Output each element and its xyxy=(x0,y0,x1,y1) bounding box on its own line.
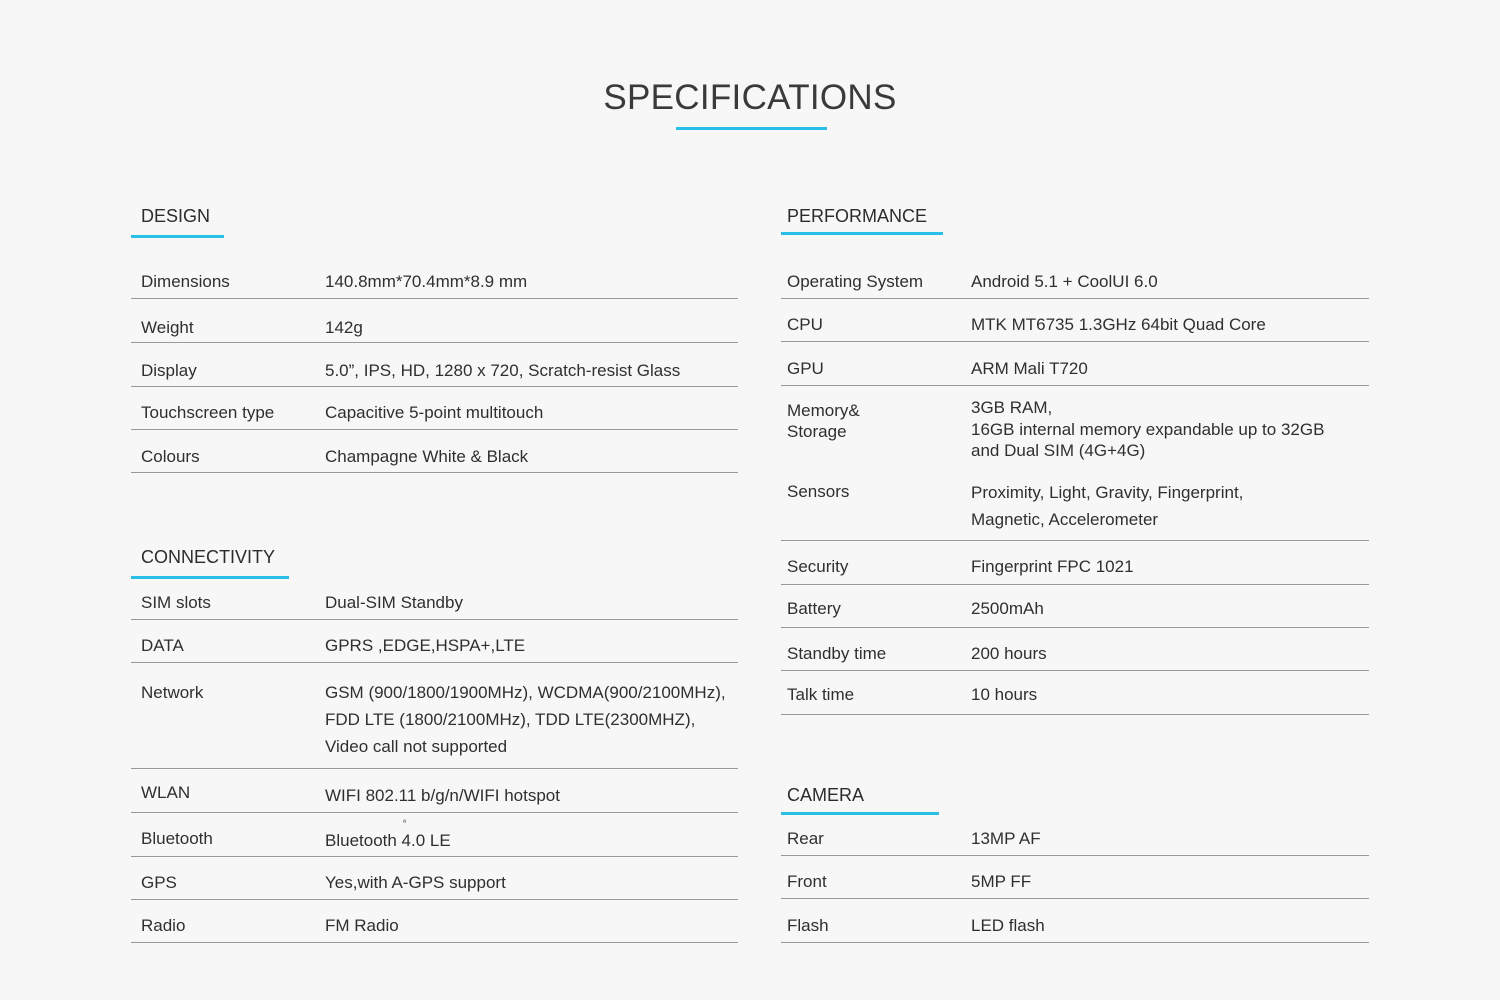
spec-label: Operating System xyxy=(787,272,924,291)
spec-label: Bluetooth xyxy=(141,829,213,848)
spec-value: 5MP FF xyxy=(971,872,1032,891)
row-divider xyxy=(781,341,1369,342)
spec-value: ARM Mali T720 xyxy=(971,359,1088,378)
spec-value-line: GSM (900/1800/1900MHz), WCDMA(900/2100MHz), xyxy=(325,683,726,702)
spec-value: Capacitive 5-point multitouch xyxy=(325,403,544,422)
row-divider xyxy=(131,342,738,343)
spec-label: GPS xyxy=(141,873,177,892)
row-divider xyxy=(131,768,738,769)
section-heading-camera: CAMERA xyxy=(787,785,865,805)
page-title: SPECIFICATIONS xyxy=(603,78,897,117)
row-divider xyxy=(131,386,738,387)
spec-label: Battery xyxy=(787,599,841,618)
spec-value-line: Video call not supported xyxy=(325,737,508,756)
spec-label: CPU xyxy=(787,315,823,334)
spec-label: Weight xyxy=(141,318,194,337)
spec-value: Dual-SIM Standby xyxy=(325,593,463,612)
row-divider xyxy=(781,714,1369,715)
spec-value-line: 3GB RAM, xyxy=(971,398,1053,417)
row-divider xyxy=(131,472,738,473)
row-divider xyxy=(131,662,738,663)
spec-value-line: and Dual SIM (4G+4G) xyxy=(971,441,1146,460)
row-divider xyxy=(131,298,738,299)
spec-value: 2500mAh xyxy=(971,599,1044,618)
spec-value: MTK MT6735 1.3GHz 64bit Quad Core xyxy=(971,315,1266,334)
spec-label: Standby time xyxy=(787,644,887,663)
row-divider xyxy=(781,855,1369,856)
spec-value: LED flash xyxy=(971,916,1045,935)
spec-value: Champagne White & Black xyxy=(325,447,529,466)
row-divider xyxy=(781,898,1369,899)
spec-label-line: Storage xyxy=(787,422,847,441)
superscript-mark: ª xyxy=(403,818,406,827)
spec-value: GPRS ,EDGE,HSPA+,LTE xyxy=(325,636,526,655)
row-divider xyxy=(781,540,1369,541)
section-heading-connectivity: CONNECTIVITY xyxy=(141,547,276,567)
row-divider xyxy=(131,812,738,813)
spec-label: DATA xyxy=(141,636,184,655)
spec-value: 5.0”, IPS, HD, 1280 x 720, Scratch-resist Glass xyxy=(325,361,681,380)
row-divider xyxy=(781,627,1369,628)
spec-value: FM Radio xyxy=(325,916,399,935)
spec-value: Bluetooth 4.0 LE xyxy=(325,831,451,850)
row-divider xyxy=(781,942,1369,943)
spec-value: Android 5.1 + CoolUI 6.0 xyxy=(971,272,1158,291)
row-divider xyxy=(131,429,738,430)
spec-value: 140.8mm*70.4mm*8.9 mm xyxy=(325,272,528,291)
spec-label: Touchscreen type xyxy=(141,403,275,422)
section-heading-design: DESIGN xyxy=(141,206,211,226)
spec-value: Fingerprint FPC 1021 xyxy=(971,557,1134,576)
spec-label-line: Memory& xyxy=(787,401,860,420)
spec-label: Network xyxy=(141,683,204,702)
spec-value: 13MP AF xyxy=(971,829,1041,848)
section-underline-design xyxy=(131,235,224,238)
spec-label: WLAN xyxy=(141,783,191,802)
row-divider xyxy=(781,385,1369,386)
spec-value: 200 hours xyxy=(971,644,1047,663)
row-divider xyxy=(781,298,1369,299)
spec-label: Security xyxy=(787,557,849,576)
spec-label: Flash xyxy=(787,916,829,935)
spec-label: SIM slots xyxy=(141,593,211,612)
spec-label: Radio xyxy=(141,916,186,935)
row-divider xyxy=(781,584,1369,585)
spec-label: Rear xyxy=(787,829,824,848)
spec-label: Display xyxy=(141,361,197,380)
section-heading-performance: PERFORMANCE xyxy=(787,206,928,226)
spec-label: Talk time xyxy=(787,685,855,704)
spec-label: Sensors xyxy=(787,482,850,501)
spec-value-line: FDD LTE (1800/2100MHz), TDD LTE(2300MHZ), xyxy=(325,710,696,729)
section-underline-camera xyxy=(781,812,939,815)
spec-value-line: Proximity, Light, Gravity, Fingerprint, xyxy=(971,483,1244,502)
section-underline-performance xyxy=(781,232,943,235)
spec-label: Front xyxy=(787,872,827,891)
row-divider xyxy=(131,619,738,620)
spec-value: 142g xyxy=(325,318,363,337)
row-divider xyxy=(131,942,738,943)
section-underline-connectivity xyxy=(131,576,289,579)
title-underline xyxy=(676,127,827,130)
row-divider xyxy=(131,856,738,857)
spec-value-line: Magnetic, Accelerometer xyxy=(971,510,1159,529)
spec-label: Colours xyxy=(141,447,200,466)
spec-value: Yes,with A-GPS support xyxy=(325,873,506,892)
spec-label: Dimensions xyxy=(141,272,230,291)
row-divider xyxy=(781,670,1369,671)
spec-value: 10 hours xyxy=(971,685,1038,704)
spec-label: GPU xyxy=(787,359,824,378)
spec-value-line: 16GB internal memory expandable up to 32GB xyxy=(971,420,1325,439)
spec-value: WIFI 802.11 b/g/n/WIFI hotspot xyxy=(325,786,560,805)
row-divider xyxy=(131,899,738,900)
